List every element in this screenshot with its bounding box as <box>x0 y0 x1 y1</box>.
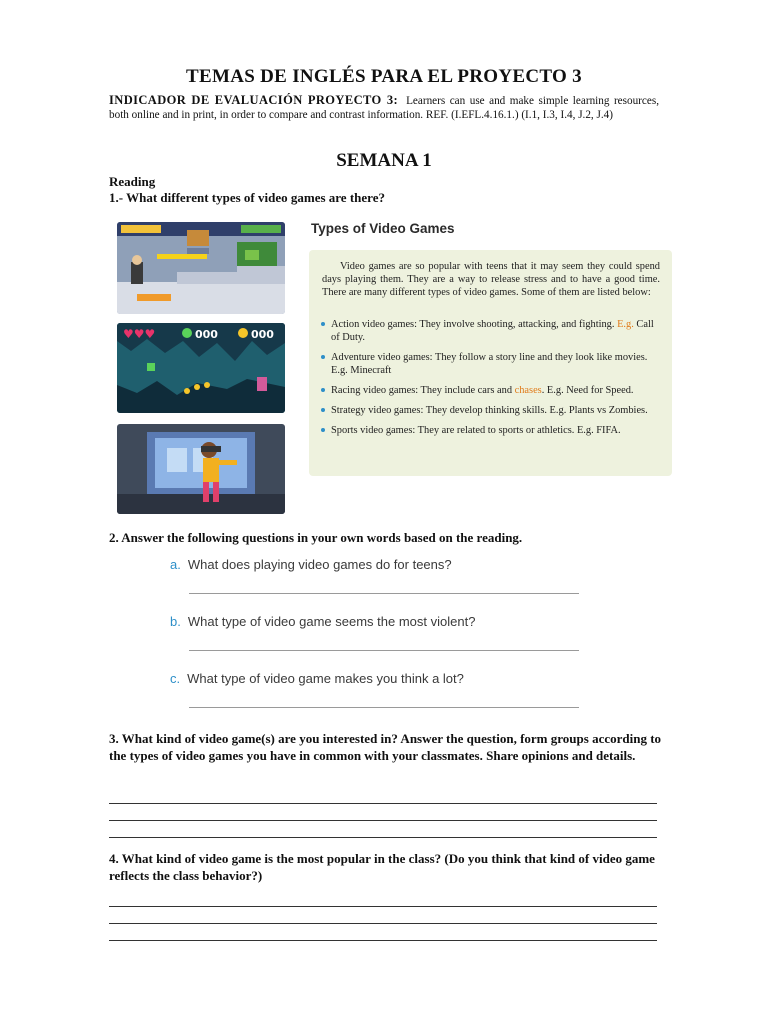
vr-game-image <box>117 424 285 514</box>
answer-line-c[interactable] <box>189 707 579 708</box>
write-line[interactable] <box>109 803 657 804</box>
types-list <box>321 318 661 444</box>
types-text-box <box>309 250 672 476</box>
sub-question-b: b. What type of video game seems the most violent? <box>170 614 476 629</box>
cave-game-image <box>117 323 285 413</box>
gem-count: 000 <box>195 328 218 341</box>
evaluation-indicator <box>109 93 659 122</box>
write-line[interactable] <box>109 837 657 838</box>
reading-label: Reading <box>109 174 156 189</box>
coin-icon <box>238 328 248 338</box>
write-line[interactable] <box>109 923 657 924</box>
coin-count: 000 <box>251 328 274 341</box>
sub-question-a: a. What does playing video games do for teens? <box>170 557 452 572</box>
page-title: TEMAS DE INGLÉS PARA EL PROYECTO 3 <box>186 66 582 87</box>
question-1: 1.- What different types of video games are there? <box>109 190 385 205</box>
list-item: Racing video games: They include cars and chases. E.g. Need for Speed. <box>321 384 661 397</box>
list-item: Strategy video games: They develop thinking skills. E.g. Plants vs Zombies. <box>321 404 661 417</box>
types-intro: Video games are so popular with teens that it may seem they could spend days playing them. They are a way to release stress and to have a good time. There are many different types of video games. Some of them are listed below: <box>322 261 660 298</box>
write-line[interactable] <box>109 940 657 941</box>
gem-icon <box>182 328 192 338</box>
platformer-game-image <box>117 222 285 314</box>
indicator-text: Learners can use and make simple learning resources, both online and in print, in order to compare and contrast information. REF. (I.EFL.4.16.1.) (I.1, I.3, I.4, J.2, J.4) <box>109 95 659 121</box>
write-line[interactable] <box>109 906 657 907</box>
list-item: Adventure video games: They follow a story line and they look like movies. E.g. Minecraft <box>321 351 661 377</box>
list-item: Sports video games: They are related to sports or athletics. E.g. FIFA. <box>321 424 661 437</box>
answer-line-b[interactable] <box>189 650 579 651</box>
question-2: 2. Answer the following questions in your own words based on the reading. <box>109 530 523 545</box>
question-4: 4. What kind of video game is the most popular in the class? (Do you think that kind of video game reflects the class behavior?) <box>109 851 655 883</box>
sub-question-c: c. What type of video game makes you think a lot? <box>170 671 464 686</box>
indicator-label: INDICADOR DE EVALUACIÓN PROYECTO 3: <box>109 93 399 107</box>
types-box-title: Types of Video Games <box>311 221 455 236</box>
week-heading: SEMANA 1 <box>336 150 432 171</box>
hearts-icon: ♥♥♥ <box>123 327 156 341</box>
write-line[interactable] <box>109 820 657 821</box>
question-3: 3. What kind of video game(s) are you interested in? Answer the question, form groups according to the types of video games you have in common with your classmates. Share opinions and details. <box>109 731 662 763</box>
list-item: Action video games: They involve shooting, attacking, and fighting. E.g. Call of Duty. <box>321 318 661 344</box>
answer-line-a[interactable] <box>189 593 579 594</box>
